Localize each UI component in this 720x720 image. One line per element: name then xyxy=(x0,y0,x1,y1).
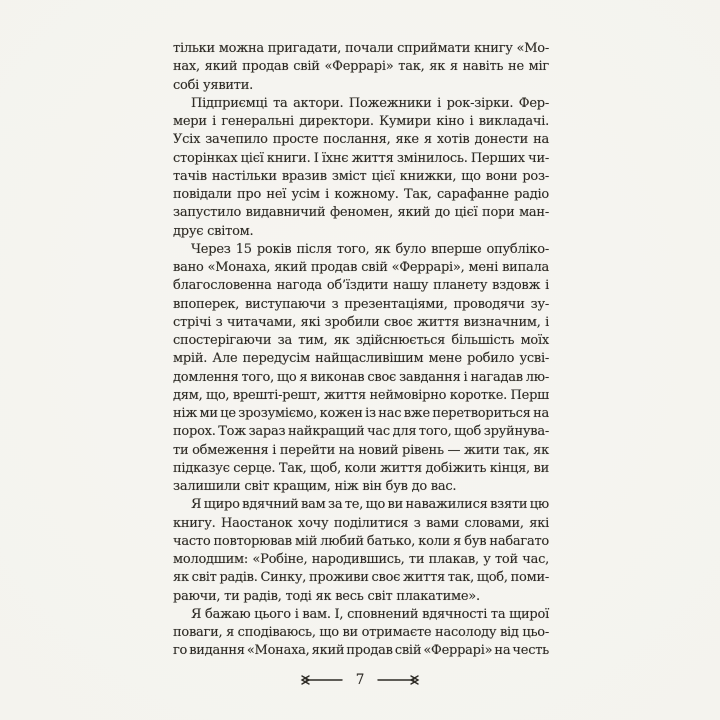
text-line: друє світом. xyxy=(173,223,254,239)
text-line: дям, що, врешті-решт, життя неймовірно коротке. Перш xyxy=(173,387,549,403)
paragraph xyxy=(173,95,549,241)
text-line: повідали про неї усім і кожному. Так, сарафанне радіо xyxy=(173,187,549,202)
text-line: вано «Монаха, який продав свій «Феррарі», мені випала xyxy=(173,260,549,275)
footer-ornament-right-icon xyxy=(376,673,420,687)
text-line: як світ радів. Синку, проживи своє життя так, щоб, поми- xyxy=(173,570,549,586)
text-line: благословенна нагода об’їздити нашу планету вздовж і xyxy=(173,278,549,294)
text-line: запустило видавничий феномен, який до цієї пори ман- xyxy=(173,205,549,221)
text-line: раючи, ти радів, тоді як весь світ плакатиме». xyxy=(173,588,480,604)
text-line: мери і генеральні директори. Кумири кіно і викладачі. xyxy=(173,114,549,129)
paragraph xyxy=(173,40,549,95)
text-line: Через 15 років після того, як було вперше опубліко- xyxy=(191,241,549,257)
text-line: Підприємці та актори. Пожежники і рок-зірки. Фер- xyxy=(191,95,549,111)
text-line: тільки можна пригадати, почали сприймати книгу «Мо- xyxy=(173,41,549,56)
paragraph xyxy=(173,496,549,606)
text-line: ніж ми це зрозуміємо, кожен із нас вже перетвориться на xyxy=(173,406,549,421)
paragraph xyxy=(173,241,549,497)
text-line: спостерігаючи за тим, як здійснюється більшість моїх xyxy=(173,333,549,348)
text-line: го видання «Монаха, який продав свій «Феррарі» на честь xyxy=(173,643,549,659)
text-line: порох. Тож зараз найкращий час для того, щоб зруйнува- xyxy=(173,424,549,440)
page-footer xyxy=(0,672,720,688)
text-line: Усіх зачепило просте послання, яке я хотів донести на xyxy=(173,132,549,148)
text-line: книгу. Наостанок хочу поділитися з вами словами, які xyxy=(173,515,549,531)
text-line: підказує серце. Так, щоб, коли життя добіжить кінця, ви xyxy=(173,460,549,476)
text-line: залишили світ кращим, ніж він був до вас. xyxy=(173,479,457,494)
text-line: сторінках цієї книги. І їхнє життя змінилось. Перших чи- xyxy=(173,150,549,166)
text-line: часто повторював мій любий батько, коли я був набагато xyxy=(173,533,549,549)
text-line: нах, який продав свій «Феррарі» так, як я навіть не міг xyxy=(173,59,549,75)
text-line: ти обмеження і перейти на новий рівень — жити так, як xyxy=(173,442,549,458)
paragraph xyxy=(173,606,549,661)
text-line: мрій. Але передусім найщасливішим мене робило усві- xyxy=(173,351,549,367)
text-line: молодшим: «Робіне, народившись, ти плакав, у той час, xyxy=(173,552,549,567)
text-column xyxy=(173,40,549,661)
text-line: тачів настільки вразив зміст цієї книжки, що вони роз- xyxy=(173,168,549,184)
text-line: впоперек, виступаючи з презентаціями, проводячи зу- xyxy=(173,296,549,312)
text-line: Я бажаю цього і вам. І, сповнений вдячності та щирої xyxy=(191,606,549,622)
text-line: поваги, я сподіваюсь, що ви отримаєте насолоду від цьо- xyxy=(173,625,549,640)
page-number: 7 xyxy=(355,672,365,688)
text-line: домлення того, що я виконав своє завдання і нагадав лю- xyxy=(173,369,550,385)
footer-ornament-left-icon xyxy=(300,673,344,687)
text-line: Я щиро вдячний вам за те, що ви наважилися взяти цю xyxy=(191,497,549,513)
text-line: собі уявити. xyxy=(173,77,254,93)
text-line: стрічі з читачами, які зробили своє життя визначним, і xyxy=(173,314,549,330)
